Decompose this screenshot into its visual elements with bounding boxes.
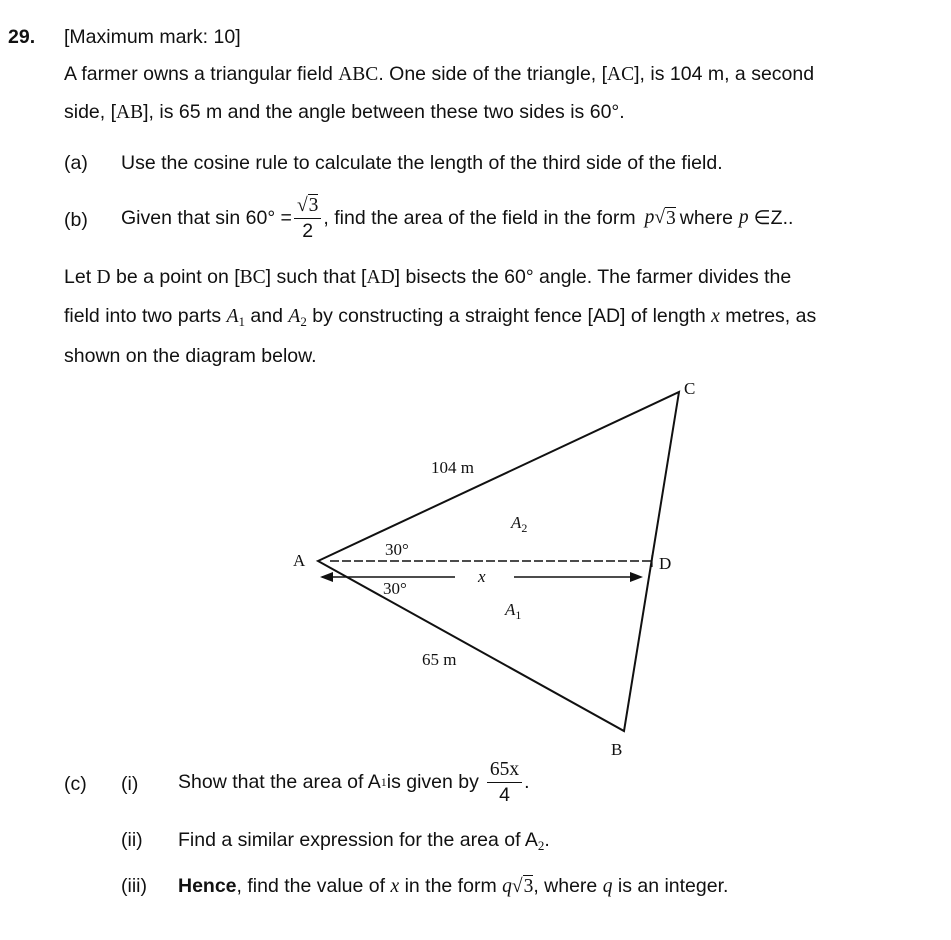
vertex-a-label: A (293, 551, 306, 570)
part-b-label: (b) (64, 209, 88, 231)
vertex-b-label: B (611, 740, 623, 759)
side-ac-length-label: 104 m (431, 458, 474, 477)
part-ciii-label: (iii) (121, 875, 147, 897)
intro-line-2: side, [AB], is 65 m and the angle between these two sides is 60°. (64, 101, 625, 123)
part-ciii-text: Hence, find the value of x in the form q√3, where q is an integer. (178, 875, 729, 897)
vertex-c-label: C (684, 379, 696, 398)
part-cii-text: Find a similar expression for the area of $A_2$. (178, 829, 550, 853)
middle-line-1: Let D be a point on [BC] such that [AD] bisects the 60° angle. The farmer divides the (64, 266, 792, 288)
angle-bottom-label: 30° (383, 579, 407, 598)
middle-line-3: shown on the diagram below. (64, 345, 317, 367)
sqrt3-over-2-fraction: $\frac{√3}{2}$ (294, 193, 321, 243)
middle-line-2: field into two parts $A_1$ and $A_2$ by constructing a straight fence [AD] of length x metres, as (64, 305, 817, 329)
length-x-label: x (478, 567, 486, 586)
part-a-label: (a) (64, 152, 88, 174)
part-a-text: Use the cosine rule to calculate the length of the third side of the field. (121, 152, 723, 174)
arrowhead-right (630, 572, 643, 582)
arrowhead-left (320, 572, 333, 582)
side-ab-length-label: 65 m (422, 650, 457, 669)
question-number: 29. (8, 26, 36, 48)
part-ci-text: Show that the area of A 1 is given by $\frac{65x}{4}$ . (178, 759, 530, 806)
angle-top-label: 30° (385, 540, 409, 559)
part-ci-label: (i) (121, 773, 139, 795)
max-mark: [Maximum mark: 10] (64, 26, 241, 48)
65x-over-4-fraction: $\frac{65x}{4}$ (487, 758, 522, 807)
region-a2-label: $A_2$ (511, 513, 528, 535)
intro-line-1: A farmer owns a triangular field ABC. One side of the triangle, [AC], is 104 m, a second (64, 63, 815, 85)
part-b-text: Given that sin 60° = $\frac{√3}{2}$ , find the area of the field in the form p √ 3 where p ∈Z.. (121, 195, 794, 242)
part-c-label: (c) (64, 773, 87, 795)
vertex-d-label: D (659, 554, 672, 573)
region-a1-label: $A_1$ (505, 600, 522, 622)
part-cii-label: (ii) (121, 829, 143, 851)
